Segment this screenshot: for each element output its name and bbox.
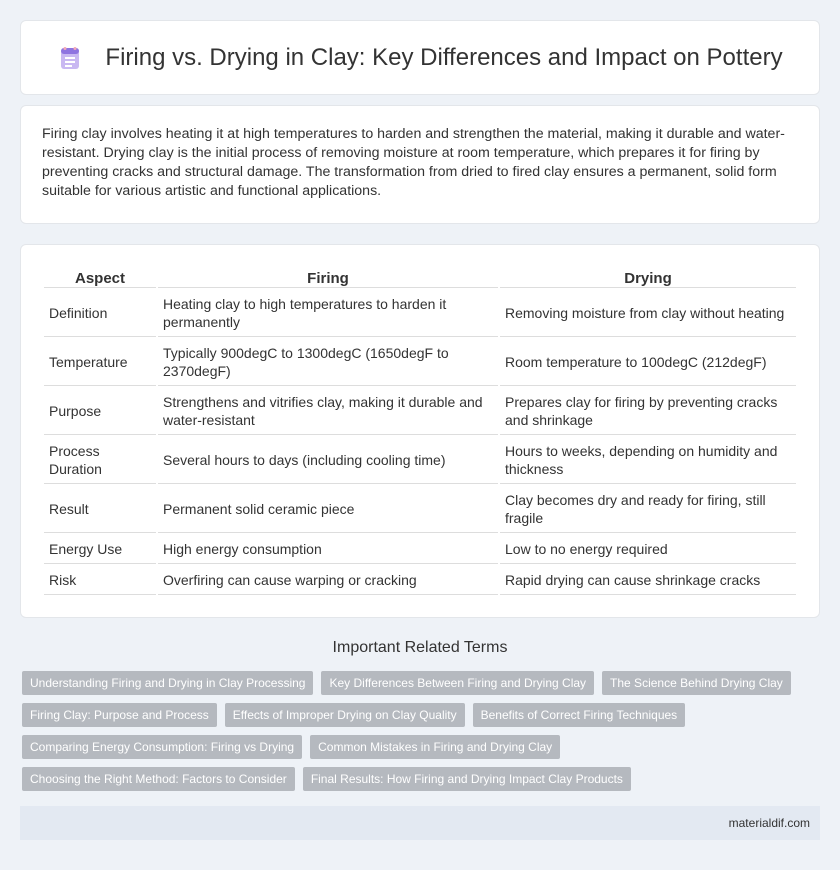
- related-term-tag[interactable]: Choosing the Right Method: Factors to Consider: [22, 767, 295, 791]
- related-terms-tags: [22, 671, 822, 799]
- page-title-text: Firing vs. Drying in Clay: Key Differences and Impact on Pottery: [105, 43, 783, 71]
- table-cell: Removing moisture from clay without heating: [500, 290, 796, 337]
- page-title: [57, 44, 782, 72]
- table-cell: Purpose: [44, 388, 156, 435]
- related-term-tag[interactable]: Firing Clay: Purpose and Process: [22, 703, 217, 727]
- table-cell: Process Duration: [44, 437, 156, 484]
- table-cell: Low to no energy required: [500, 535, 796, 564]
- table-cell: Energy Use: [44, 535, 156, 564]
- related-term-tag[interactable]: Benefits of Correct Firing Techniques: [473, 703, 686, 727]
- table-cell: Risk: [44, 566, 156, 595]
- related-term-tag[interactable]: Understanding Firing and Drying in Clay Processing: [22, 671, 313, 695]
- comparison-table: [42, 264, 798, 597]
- intro-text: Firing clay involves heating it at high temperatures to harden and strengthen the material, making it durable and water-resistant. Drying clay is the initial process of removing moisture at room temperature, which prepares it for firing by preventing cracks and structural damage. The transformation from dried to fired clay ensures a permanent, solid form suitable for various artistic and functional applications.: [42, 126, 785, 199]
- table-cell: Overfiring can cause warping or cracking: [158, 566, 498, 595]
- header-aspect: Aspect: [44, 266, 156, 288]
- related-term-tag[interactable]: Effects of Improper Drying on Clay Quality: [225, 703, 465, 727]
- footer: [20, 806, 820, 840]
- related-terms-title: Important Related Terms: [332, 639, 508, 656]
- header-drying: Drying: [500, 266, 796, 288]
- table-cell: Permanent solid ceramic piece: [158, 486, 498, 533]
- table-row: [44, 339, 796, 386]
- table-header-row: [44, 266, 796, 288]
- table-cell: Definition: [44, 290, 156, 337]
- related-term-tag[interactable]: Final Results: How Firing and Drying Impact Clay Products: [303, 767, 631, 791]
- related-term-tag[interactable]: Common Mistakes in Firing and Drying Clay: [310, 735, 560, 759]
- footer-site[interactable]: materialdif.com: [728, 816, 810, 830]
- table-cell: Temperature: [44, 339, 156, 386]
- document-icon: [57, 45, 83, 71]
- table-cell: Hours to weeks, depending on humidity and thickness: [500, 437, 796, 484]
- table-row: [44, 290, 796, 337]
- table-cell: Room temperature to 100degC (212degF): [500, 339, 796, 386]
- table-row: [44, 535, 796, 564]
- header-card: [20, 20, 820, 95]
- related-term-tag[interactable]: Comparing Energy Consumption: Firing vs Drying: [22, 735, 302, 759]
- intro-card: [20, 105, 820, 224]
- table-cell: Clay becomes dry and ready for firing, still fragile: [500, 486, 796, 533]
- table-row: [44, 388, 796, 435]
- table-row: [44, 437, 796, 484]
- table-row: [44, 486, 796, 533]
- related-term-tag[interactable]: The Science Behind Drying Clay: [602, 671, 791, 695]
- comparison-table-card: [20, 244, 820, 618]
- table-cell: High energy consumption: [158, 535, 498, 564]
- table-row: [44, 566, 796, 595]
- table-cell: Several hours to days (including cooling time): [158, 437, 498, 484]
- table-cell: Prepares clay for firing by preventing cracks and shrinkage: [500, 388, 796, 435]
- table-cell: Result: [44, 486, 156, 533]
- table-cell: Heating clay to high temperatures to harden it permanently: [158, 290, 498, 337]
- table-cell: Typically 900degC to 1300degC (1650degF to 2370degF): [158, 339, 498, 386]
- header-firing: Firing: [158, 266, 498, 288]
- table-cell: Rapid drying can cause shrinkage cracks: [500, 566, 796, 595]
- table-cell: Strengthens and vitrifies clay, making it durable and water-resistant: [158, 388, 498, 435]
- related-term-tag[interactable]: Key Differences Between Firing and Drying Clay: [321, 671, 594, 695]
